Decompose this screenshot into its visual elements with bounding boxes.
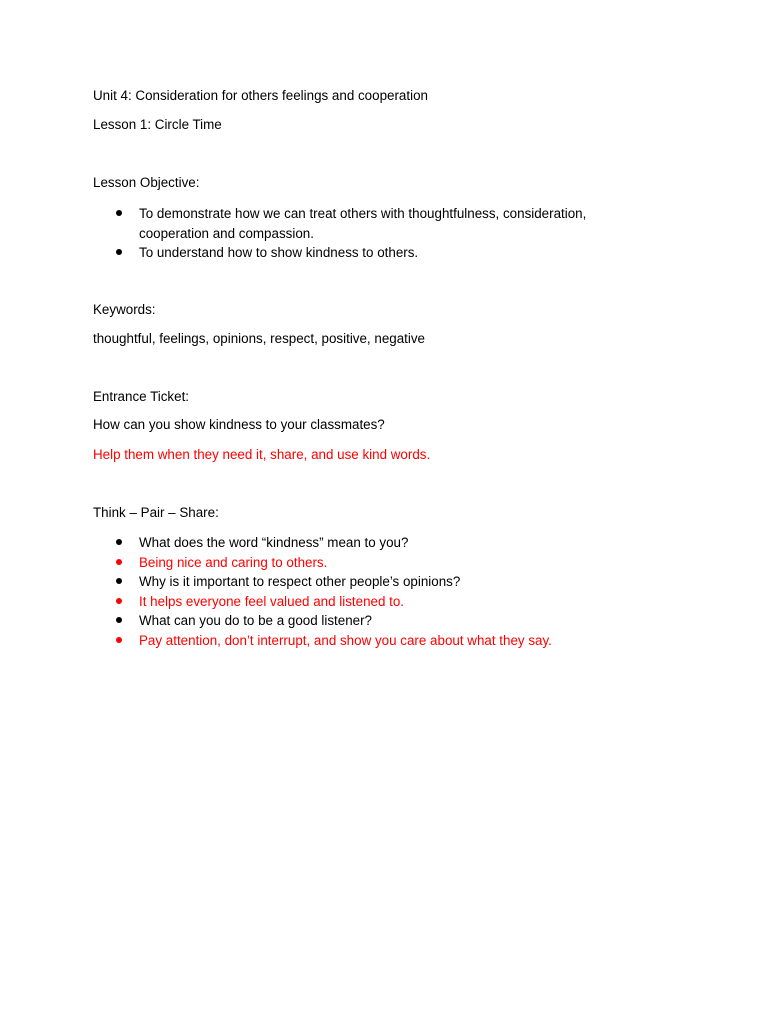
question-text: What does the word “kindness” mean to you? — [139, 535, 409, 550]
list-item — [0, 631, 639, 651]
bullet-icon — [116, 539, 122, 545]
bullet-icon — [116, 598, 122, 604]
answer-text: It helps everyone feel valued and listened to. — [139, 593, 405, 609]
objective-list — [0, 204, 639, 263]
list-item — [0, 533, 639, 553]
think-pair-share-heading: Think – Pair – Share: — [93, 505, 219, 520]
unit-title: Unit 4: Consideration for others feelings and cooperation — [93, 88, 428, 103]
bullet-icon — [116, 578, 122, 584]
bullet-icon — [116, 637, 122, 643]
entrance-ticket-answer: Help them when they need it, share, and use kind words. — [93, 447, 431, 462]
keywords-heading: Keywords: — [93, 302, 156, 317]
list-item — [0, 611, 639, 631]
objective-item-text: To understand how to show kindness to others. — [139, 245, 419, 261]
objective-item-text: To demonstrate how we can treat others with thoughtfulness, consideration, cooperation and compassion. — [139, 206, 587, 241]
bullet-icon — [116, 617, 122, 623]
bullet-icon — [116, 249, 122, 255]
list-item — [0, 204, 639, 243]
bullet-icon — [116, 559, 122, 565]
question-text: Why is it important to respect other people’s opinions? — [139, 574, 461, 590]
list-item — [0, 592, 639, 612]
lesson-title: Lesson 1: Circle Time — [93, 117, 222, 132]
keywords-text: thoughtful, feelings, opinions, respect, positive, negative — [93, 331, 426, 346]
list-item — [0, 553, 639, 573]
bullet-icon — [116, 210, 122, 216]
answer-text: Being nice and caring to others. — [139, 554, 328, 570]
objective-heading: Lesson Objective: — [93, 175, 200, 190]
entrance-ticket-question: How can you show kindness to your classmates? — [93, 417, 385, 432]
answer-text: Pay attention, don’t interrupt, and show you care about what they say. — [139, 632, 552, 648]
list-item — [0, 572, 639, 592]
entrance-ticket-heading: Entrance Ticket: — [93, 389, 190, 404]
list-item — [0, 243, 639, 263]
question-text: What can you do to be a good listener? — [139, 613, 373, 629]
think-pair-share-list — [0, 533, 639, 651]
